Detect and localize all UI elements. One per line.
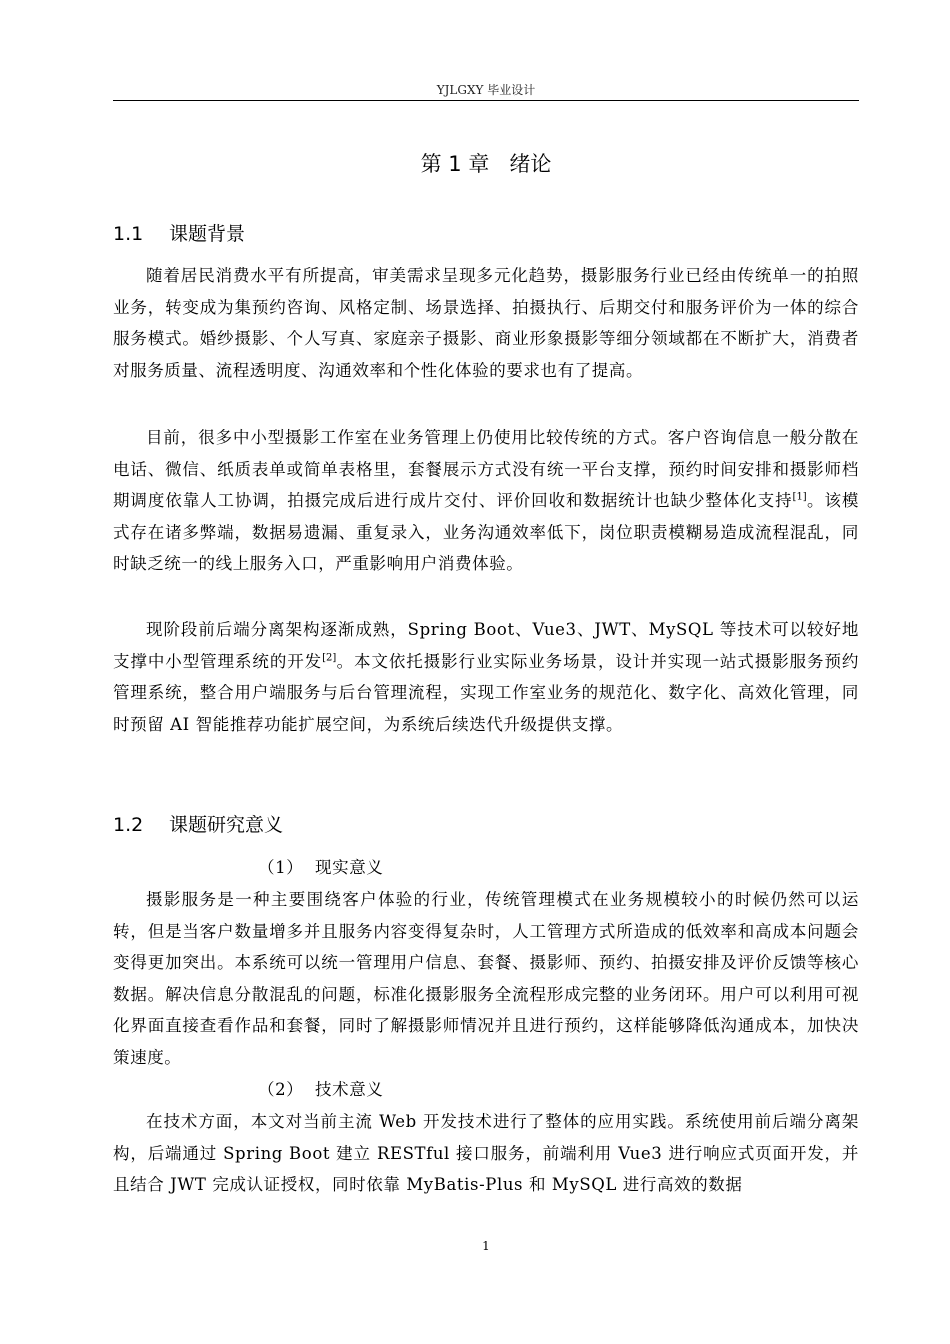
citation-ref: [2] — [322, 652, 337, 664]
section-heading-1-2 — [113, 811, 859, 839]
paragraph-practical: 摄影服务是一种主要围绕客户体验的行业，传统管理模式在业务规模较小的时候仍然可以运转，但是当客户数量增多并且服务内容变得复杂时，人工管理方式所造成的低效率和高成本问题会变得更加突出。本系统可以统一管理用户信息、套餐、摄影师、预约、拍摄安排及评价反馈等核心数据。解决信息分散混乱的问题，标准化摄影服务全流程形成完整的业务闭环。用户可以利用可视化界面直接查看作品和套餐，同时了解摄影师情况并且进行预约，这样能够降低沟通成本，加快决策速度。 — [113, 890, 859, 1067]
section-title-text: 课题研究意义 — [169, 814, 284, 836]
section-number: 1.2 — [113, 814, 144, 836]
paragraph-text: 目前，很多中小型摄影工作室在业务管理上仍使用比较传统的方式。客户咨询信息一般分散在电话、微信、纸质表单或简单表格里，套餐展示方式没有统一平台支撑，预约时间安排和摄影师档期调度依靠人工协调，拍摄完成后进行成片交付、评价回收和数据统计也缺少整体化支持 — [113, 428, 859, 511]
paragraph-text: 。本文依托摄影行业实际业务场景，设计并实现一站式摄影服务预约管理系统，整合用户端服务与后台管理流程，实现工作室业务的规范化、数字化、高效化管理，同时预留 AI 智能推荐功能扩展空间，为系统后续迭代升级提供支撑。 — [113, 651, 859, 734]
subheading-title: 技术意义 — [315, 1080, 384, 1099]
paragraph-background-1: 随着居民消费水平有所提高，审美需求呈现多元化趋势，摄影服务行业已经由传统单一的拍照业务，转变成为集预约咨询、风格定制、场景选择、拍摄执行、后期交付和服务评价为一体的综合服务模式。婚纱摄影、个人写真、家庭亲子摄影、商业形象摄影等细分领域都在不断扩大，消费者对服务质量、流程透明度、沟通效率和个性化体验的要求也有了提高。 — [113, 266, 859, 380]
paragraph-background-3 — [113, 614, 859, 740]
citation-ref: [1] — [792, 491, 807, 503]
paragraph-background-2 — [113, 422, 859, 580]
paragraph-text: 现阶段前后端分离架构逐渐成熟，Spring Boot、Vue3、JWT、MySQL 等技术可以较好地支撑中小型管理系统的开发 — [113, 620, 859, 671]
section-number: 1.1 — [113, 223, 144, 245]
page-header: YJLGXY 毕业设计 — [436, 83, 536, 97]
subheading-technical — [258, 1078, 658, 1102]
subheading-number: （1） — [258, 858, 304, 877]
section-title-text: 课题背景 — [169, 223, 246, 245]
paragraph-technical: 在技术方面，本文对当前主流 Web 开发技术进行了整体的应用实践。系统使用前后端分离架构，后端通过 Spring Boot 建立 RESTful 接口服务，前端利用 Vue3 进行响应式页面开发，并且结合 JWT 完成认证授权，同时依靠 MyBatis-Plus 和 MySQL 进行高效的数据 — [113, 1112, 859, 1195]
subheading-number: （2） — [258, 1080, 304, 1099]
header-rule — [113, 100, 859, 101]
page-number: 1 — [482, 1239, 490, 1253]
chapter-title: 第 1 章 绪论 — [420, 152, 552, 176]
subheading-practical — [258, 856, 658, 880]
section-heading-1-1 — [113, 220, 859, 248]
paragraph-text: 。该模式存在诸多弊端，数据易遗漏、重复录入，业务沟通效率低下，岗位职责模糊易造成流程混乱，同时缺乏统一的线上服务入口，严重影响用户消费体验。 — [113, 491, 859, 574]
subheading-title: 现实意义 — [315, 858, 384, 877]
